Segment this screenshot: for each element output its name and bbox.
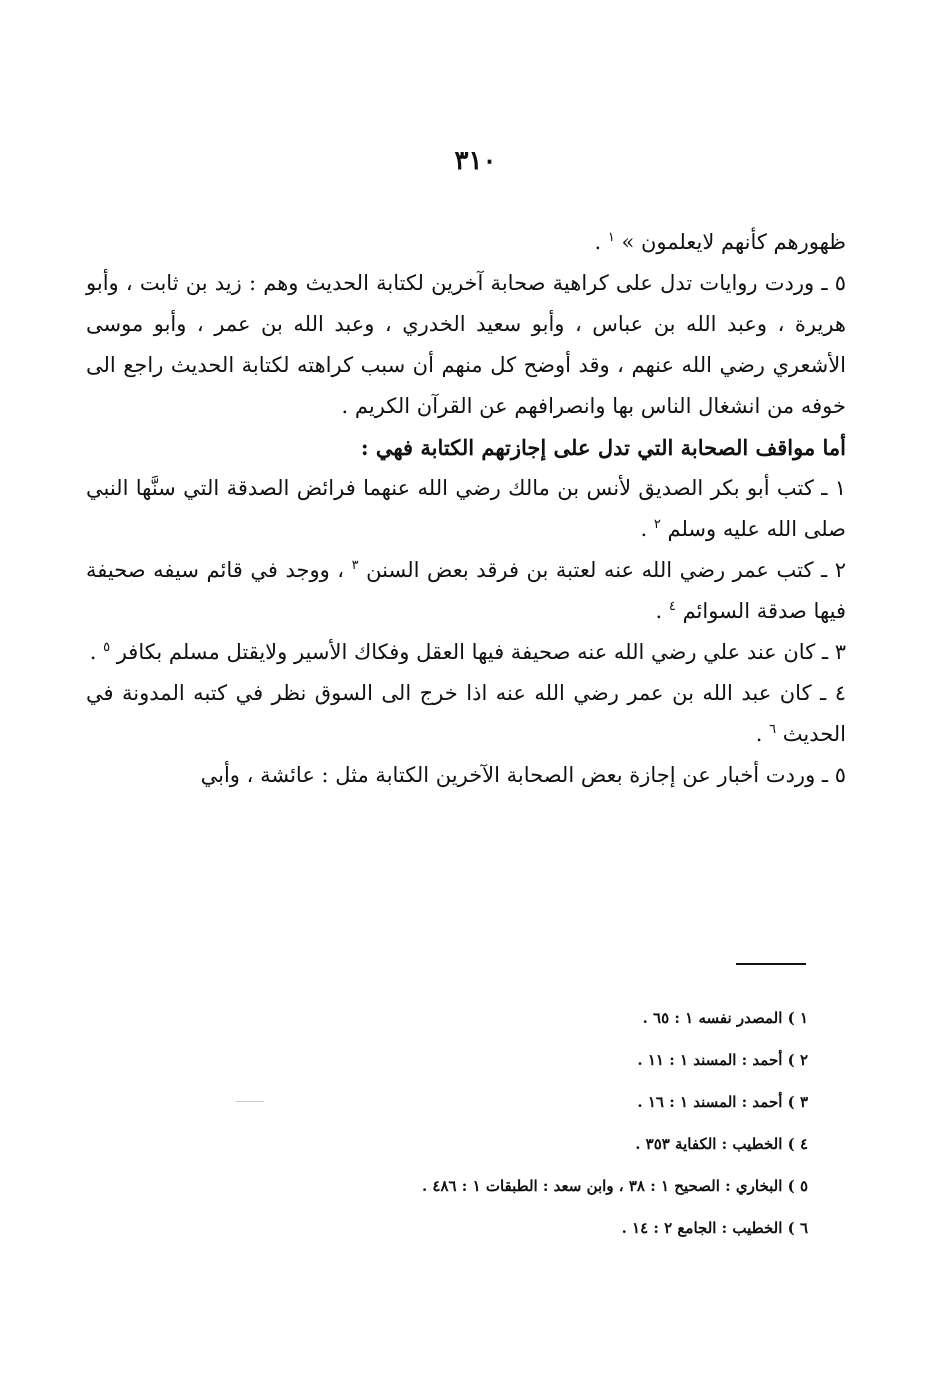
paragraph-5 xyxy=(86,632,846,673)
paragraph-text: ظهورهم كأنهم لايعلمون » xyxy=(614,230,846,254)
paragraph-end: . xyxy=(655,599,669,623)
footnote-ref: ٢ xyxy=(653,517,661,532)
main-text xyxy=(86,222,846,796)
footnote-divider xyxy=(736,963,806,965)
paragraph-end: . xyxy=(89,640,104,664)
paragraph-text: ٤ ـ كان عبد الله بن عمر رضي الله عنه اذا خرج الى السوق نظر في كتبه المدونة في الحديث xyxy=(86,681,846,746)
footnote-5: ٥ ) البخاري : الصحيح ١ : ٣٨ ، وابن سعد : الطبقات ١ : ٤٨٦ . xyxy=(421,1177,808,1195)
page-number: ٣١٠ xyxy=(454,146,497,176)
footnote-ref: ١ xyxy=(607,230,615,245)
footnotes xyxy=(86,997,808,1249)
footnote-2: ٢ ) أحمد : المسند ١ : ١١ . xyxy=(637,1051,808,1069)
footnote-ref: ٦ xyxy=(769,722,777,737)
footnote-4: ٤ ) الخطيب : الكفاية ٣٥٣ . xyxy=(635,1135,808,1153)
paragraph-end: . xyxy=(755,722,770,746)
section-heading: أما مواقف الصحابة التي تدل على إجازتهم الكتابة فهي : xyxy=(360,435,846,460)
paragraph-text: ٣ ـ كان عند علي رضي الله عنه صحيفة فيها العقل وفكاك الأسير ولايقتل مسلم بكافر xyxy=(110,640,846,664)
footnote-1: ١ ) المصدر نفسه ١ : ٦٥ . xyxy=(642,1009,808,1027)
paragraph-4 xyxy=(86,550,846,632)
footnote-ref: ٣ xyxy=(351,558,359,573)
paragraph-end: . xyxy=(640,517,654,541)
footnote-ref: ٥ xyxy=(103,640,111,655)
paragraph-text: ٢ ـ كتب عمر رضي الله عنه لعتبة بن فرقد بعض السنن xyxy=(358,558,846,582)
paragraph-7: ٥ ـ وردت أخبار عن إجازة بعض الصحابة الآخرين الكتابة مثل : عائشة ، وأبي xyxy=(200,763,846,787)
paragraph-3 xyxy=(86,468,846,550)
paragraph-text: ١ ـ كتب أبو بكر الصديق لأنس بن مالك رضي الله عنهما فرائض الصدقة التي سنَّها النبي صلى الله عليه وسلم xyxy=(86,476,846,541)
paragraph-end: . xyxy=(594,230,608,254)
paragraph-2: ٥ ـ وردت روايات تدل على كراهية صحابة آخرين لكتابة الحديث وهم : زيد بن ثابت ، وأبو هريرة ، وعبد الله بن عباس ، وأبو سعيد الخدري ، وعبد الله بن عمر ، وأبو موسى الأشعري رضي الله عنهم ، وقد أوضح كل منهم أن سبب كراهته لكتابة الحديث راجع الى خوفه من انشغال الناس بها وانصرافهم عن القرآن الكريم . xyxy=(86,271,846,418)
footnote-6: ٦ ) الخطيب : الجامع ٢ : ١٤ . xyxy=(621,1219,808,1237)
paragraph-1 xyxy=(86,222,846,263)
footnote-ref: ٤ xyxy=(668,599,676,614)
footnote-3: ٣ ) أحمد : المسند ١ : ١٦ . xyxy=(637,1093,808,1111)
paragraph-text: ، ووجد في قائم سيفه صحيفة فيها صدقة السوائم xyxy=(86,558,846,623)
paragraph-6 xyxy=(86,673,846,755)
